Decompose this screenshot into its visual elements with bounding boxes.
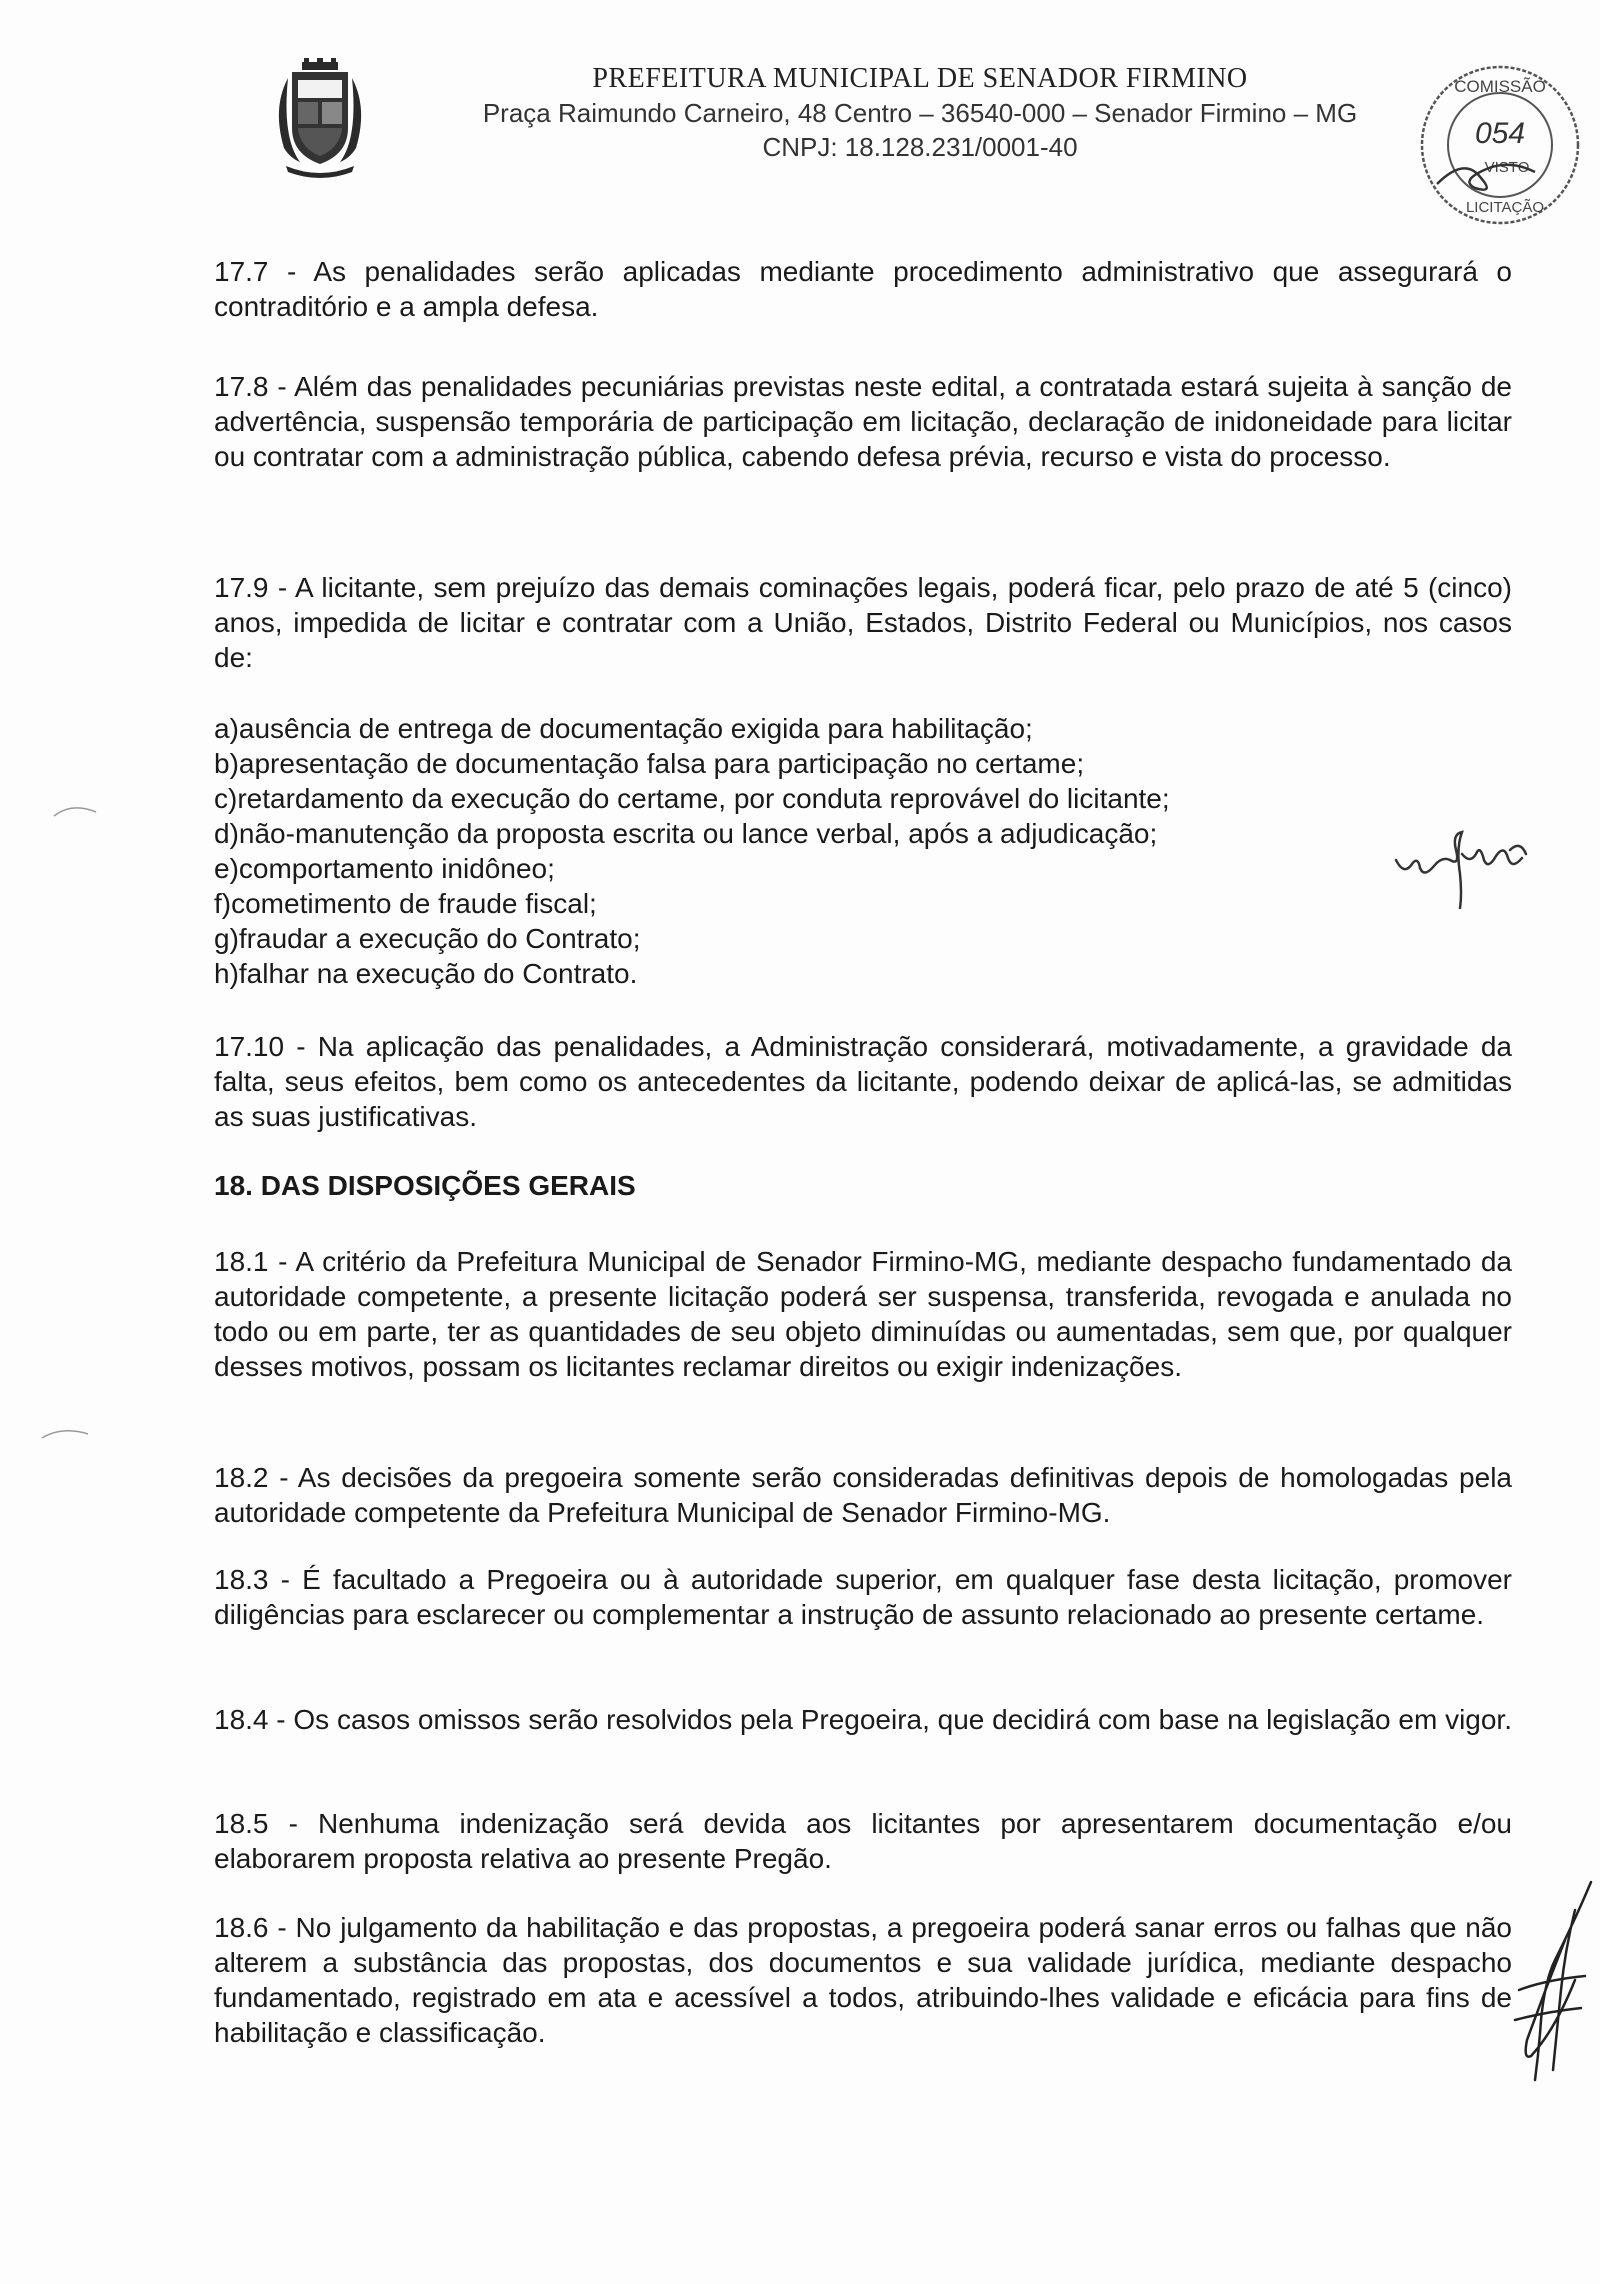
clause-17-7: 17.7 - As penalidades serão aplicadas mediante procedimento administrativo que assegurará o contraditório e a ampla defesa.	[214, 256, 1512, 322]
list-item-f: f)cometimento de fraude fiscal;	[214, 888, 597, 919]
handwritten-signature	[1390, 820, 1570, 910]
stamp-middle-text: VISTO	[1484, 159, 1530, 176]
letterhead	[440, 62, 1400, 164]
letterhead-title: PREFEITURA MUNICIPAL DE SENADOR FIRMINO	[592, 63, 1248, 94]
clause-17-8: 17.8 - Além das penalidades pecuniárias previstas neste edital, a contratada estará sujeita à sanção de advertência, suspensão temporária de participação em licitação, declaração de inidoneidade para licitar ou contratar com a administração pública, cabendo defesa prévia, recurso e vista do processo.	[214, 371, 1512, 472]
clause-18-1: 18.1 - A critério da Prefeitura Municipal de Senador Firmino-MG, mediante despacho fundamentado da autoridade competente, a presente licitação poderá ser suspensa, transferida, revogada e anulada no todo ou em parte, ter as quantidades de seu objeto diminuídas ou aumentadas, sem que, por qualquer desses motivos, possam os licitantes reclamar direitos ou exigir indenizações.	[214, 1246, 1512, 1382]
list-item-h: h)falhar na execução do Contrato.	[214, 958, 638, 989]
clause-18-5: 18.5 - Nenhuma indenização será devida aos licitantes por apresentarem documentação e/ou elaborarem proposta relativa ao presente Pregão.	[214, 1808, 1512, 1874]
list-item-g: g)fraudar a execução do Contrato;	[214, 923, 641, 954]
clause-18-2: 18.2 - As decisões da pregoeira somente serão consideradas definitivas depois de homologadas pela autoridade competente da Prefeitura Municipal de Senador Firmino-MG.	[214, 1462, 1512, 1528]
section-18-heading: 18. DAS DISPOSIÇÕES GERAIS	[214, 1170, 636, 1201]
stamp-top-text: COMISSÃO	[1454, 77, 1546, 96]
list-item-e: e)comportamento inidôneo;	[214, 853, 555, 884]
clause-18-6: 18.6 - No julgamento da habilitação e das propostas, a pregoeira poderá sanar erros ou falhas que não alterem a substância das propostas, dos documentos e sua validade jurídica, mediante despacho fundamentado, registrado em ata e acessível a todos, atribuindo-lhes validade e eficácia para fins de habilitação e classificação.	[214, 1912, 1512, 2048]
scan-mark	[52, 800, 98, 820]
scan-mark	[40, 1424, 90, 1444]
municipal-crest-logo	[268, 58, 372, 182]
letterhead-address: Praça Raimundo Carneiro, 48 Centro – 36540-000 – Senador Firmino – MG	[482, 98, 1358, 128]
list-item-d: d)não-manutenção da proposta escrita ou lance verbal, após a adjudicação;	[214, 818, 1158, 849]
clause-18-4: 18.4 - Os casos omissos serão resolvidos pela Pregoeira, que decidirá com base na legislação em vigor.	[214, 1704, 1512, 1735]
list-item-c: c)retardamento da execução do certame, por conduta reprovável do licitante;	[214, 783, 1170, 814]
stamp-number: 054	[1474, 117, 1526, 150]
clause-18-3: 18.3 - É facultado a Pregoeira ou à autoridade superior, em qualquer fase desta licitação, promover diligências para esclarecer ou complementar a instrução de assunto relacionado ao presente certame.	[214, 1564, 1512, 1630]
list-item-b: b)apresentação de documentação falsa para participação no certame;	[214, 748, 1085, 779]
list-item-a: a)ausência de entrega de documentação exigida para habilitação;	[214, 713, 1033, 744]
clause-17-10: 17.10 - Na aplicação das penalidades, a Administração considerará, motivadamente, a gravidade da falta, seus efeitos, bem como os antecedentes da licitante, podendo deixar de aplicá-las, se admitidas as suas justificativas.	[214, 1031, 1512, 1132]
letterhead-cnpj: CNPJ: 18.128.231/0001-40	[762, 132, 1078, 162]
commission-stamp	[1415, 60, 1585, 230]
stamp-bottom-text: LICITAÇÃO	[1465, 199, 1545, 216]
margin-signature	[1505, 1880, 1600, 2090]
clause-17-9: 17.9 - A licitante, sem prejuízo das demais cominações legais, poderá ficar, pelo prazo de até 5 (cinco) anos, impedida de licitar e contratar com a União, Estados, Distrito Federal ou Municípios, nos casos de:	[214, 572, 1512, 673]
